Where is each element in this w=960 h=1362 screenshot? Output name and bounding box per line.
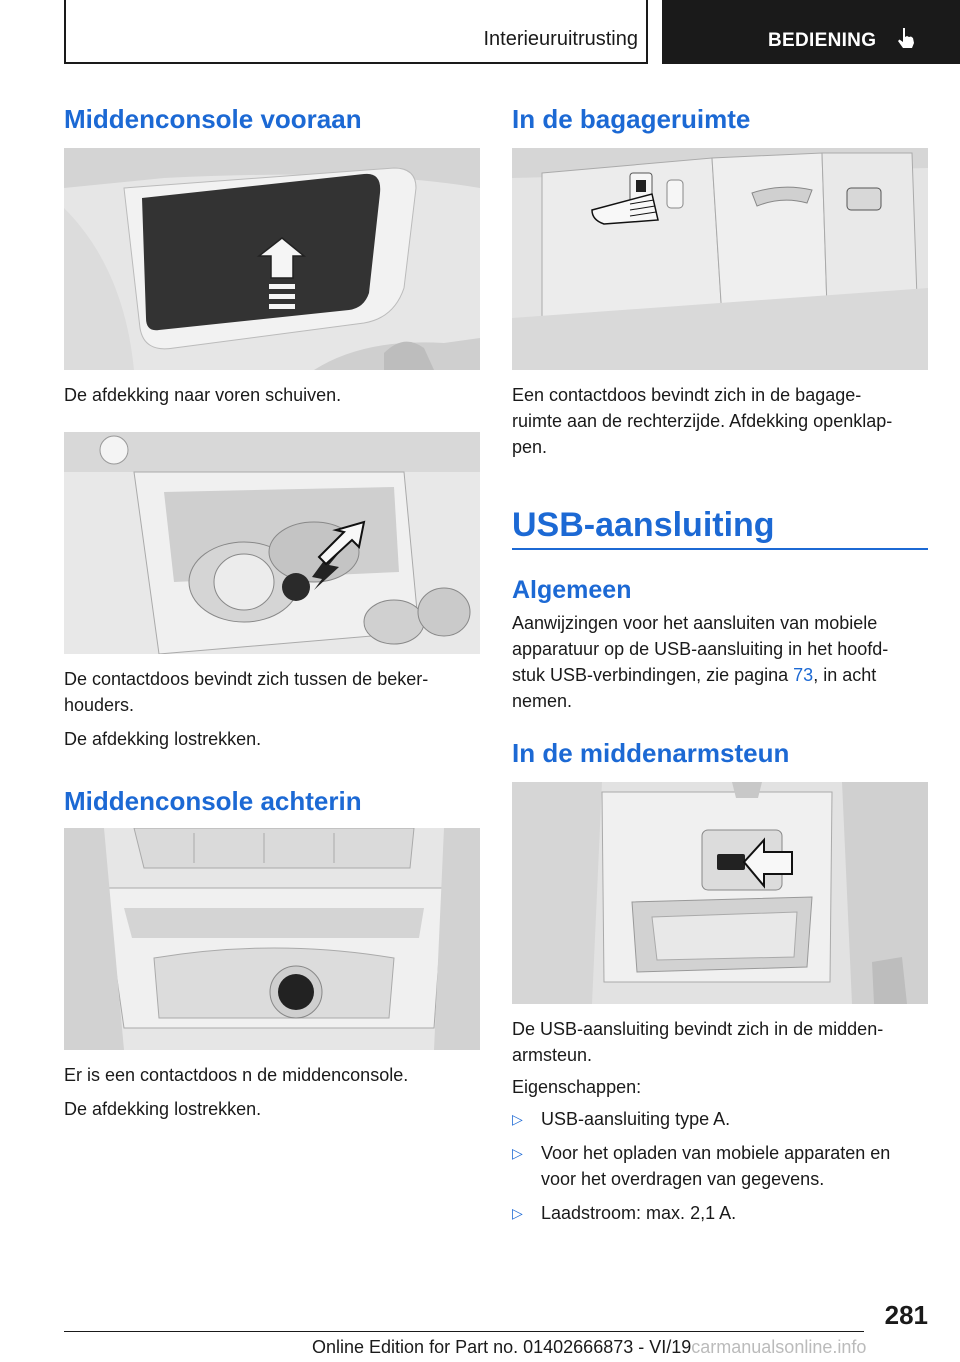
heading-front-console: Middenconsole vooraan bbox=[64, 104, 362, 134]
caption-luggage-b: ruimte aan de rechterzijde. Afdekking openklap- bbox=[512, 411, 893, 431]
triangle-bullet-icon: ▷ bbox=[512, 1111, 523, 1127]
caption-luggage-a: Een contactdoos bevindt zich in de bagage- bbox=[512, 385, 862, 405]
general-text-c-post: , in acht bbox=[813, 665, 877, 685]
footer-edition bbox=[312, 1337, 866, 1358]
image-front-console-cover bbox=[64, 148, 480, 370]
caption-luggage-c: pen. bbox=[512, 437, 548, 457]
header-section-title: Interieuruitrusting bbox=[483, 28, 638, 50]
general-text-d: nemen. bbox=[512, 691, 573, 711]
caption-rear-socket: Er is een contactdoos n de middenconsole. bbox=[64, 1065, 409, 1085]
list-item-text-cont: voor het overdragen van gegevens. bbox=[541, 1169, 825, 1189]
page-link-73[interactable]: 73 bbox=[793, 665, 814, 685]
caption-front-socket-a: De contactdoos bevindt zich tussen de beker- bbox=[64, 669, 429, 689]
footer-rule bbox=[64, 1331, 864, 1332]
list-item-text: Laadstroom: max. 2,1 A. bbox=[541, 1203, 737, 1223]
caption-front-socket-b: houders. bbox=[64, 695, 135, 715]
footer-edition-text: Online Edition for Part no. 01402666873 - VI/19 bbox=[312, 1337, 692, 1357]
caption-front-pull: De afdekking lostrekken. bbox=[64, 729, 262, 749]
properties-label: Eigenschappen: bbox=[512, 1077, 642, 1097]
list-item-text: Voor het opladen van mobiele apparaten en bbox=[541, 1143, 891, 1163]
heading-usb-rule bbox=[512, 548, 928, 550]
heading-armrest: In de middenarmsteun bbox=[512, 738, 790, 768]
general-text-c-pre: stuk USB-verbindingen, zie pagina bbox=[512, 665, 794, 685]
list-item bbox=[512, 1140, 928, 1192]
page-number: 281 bbox=[884, 1300, 928, 1330]
heading-rear-console: Middenconsole achterin bbox=[64, 786, 362, 816]
list-item bbox=[512, 1106, 928, 1132]
heading-luggage: In de bagageruimte bbox=[512, 104, 751, 134]
heading-general: Algemeen bbox=[512, 576, 632, 604]
triangle-bullet-icon: ▷ bbox=[512, 1145, 523, 1161]
image-front-console-socket bbox=[64, 432, 480, 654]
caption-front-slide: De afdekking naar voren schuiven. bbox=[64, 385, 342, 405]
image-luggage-socket bbox=[512, 148, 928, 370]
general-text-b: apparatuur op de USB-aansluiting in het hoofd- bbox=[512, 639, 889, 659]
image-armrest-usb bbox=[512, 782, 928, 1004]
triangle-bullet-icon: ▷ bbox=[512, 1205, 523, 1221]
list-item-text: USB-aansluiting type A. bbox=[541, 1109, 731, 1129]
footer-watermark: carmanualsonline.info bbox=[691, 1337, 867, 1357]
general-text-a: Aanwijzingen voor het aansluiten van mobiele bbox=[512, 613, 878, 633]
general-text-c bbox=[512, 662, 928, 688]
header-chapter-tab bbox=[662, 0, 960, 64]
heading-usb: USB-aansluiting bbox=[512, 506, 775, 544]
header-chapter-title: BEDIENING bbox=[768, 30, 877, 51]
armrest-text-b: armsteun. bbox=[512, 1045, 593, 1065]
armrest-text-a: De USB-aansluiting bevindt zich in de midden- bbox=[512, 1019, 884, 1039]
pointing-hand-icon bbox=[894, 26, 918, 55]
image-rear-console-socket bbox=[64, 828, 480, 1050]
caption-rear-pull: De afdekking lostrekken. bbox=[64, 1099, 262, 1119]
list-item bbox=[512, 1200, 928, 1226]
properties-list bbox=[512, 1106, 928, 1234]
